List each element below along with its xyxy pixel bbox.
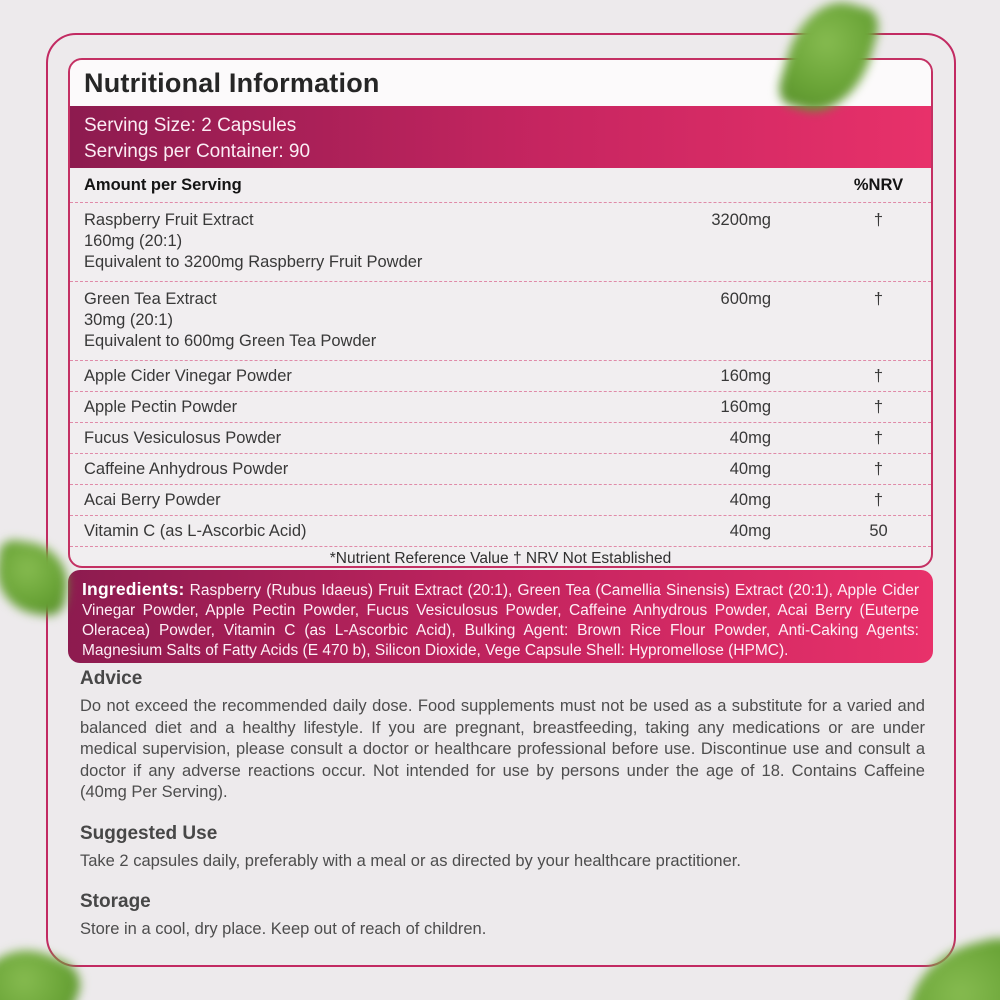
amount-cell: 3200mg (711, 211, 771, 229)
amount-cell: 40mg (729, 459, 771, 478)
nrv-cell: † (873, 211, 884, 229)
ingredient-name: Caffeine Anhydrous Powder (84, 459, 289, 478)
nrv-footnote: *Nutrient Reference Value † NRV Not Established (70, 546, 931, 568)
section-heading: Advice (80, 668, 143, 689)
ingredient-name: Apple Pectin Powder (84, 397, 238, 416)
ingredient-name: Raspberry Fruit Extract (84, 211, 254, 229)
amount-cell: 600mg (720, 290, 771, 308)
storage-section (80, 891, 925, 941)
nrv-cell: † (873, 490, 884, 509)
amount-cell: 160mg (720, 397, 771, 416)
ingredient-name-cell (70, 210, 666, 273)
table-row (70, 484, 931, 515)
table-row (70, 422, 931, 453)
nrv-cell: † (873, 397, 884, 416)
ingredient-subline: Equivalent to 600mg Green Tea Powder (84, 332, 377, 350)
ingredients-text (82, 579, 919, 661)
table-row (70, 360, 931, 391)
advice-section (80, 668, 925, 804)
nutrition-panel (68, 58, 933, 568)
table-row (70, 453, 931, 484)
section-body: Do not exceed the recommended daily dose. Food supplements must not be used as a substitute for a varied and balanced diet and a healthy lifestyle. If you are pregnant, breastfeeding, taking any medications or are under medical supervision, please consult a doctor or healthcare professional before use. Discontinue use and consult a doctor if any adverse reactions occur. Not intended for use by persons under the age of 18. Contains Caffeine (40mg Per Serving). (80, 697, 925, 801)
table-row (70, 391, 931, 422)
table-row (70, 202, 931, 281)
nrv-cell: 50 (869, 521, 888, 540)
table-row (70, 281, 931, 360)
section-body: Take 2 capsules daily, preferably with a meal or as directed by your healthcare practitioner. (80, 851, 741, 870)
table-row (70, 515, 931, 546)
section-body: Store in a cool, dry place. Keep out of reach of children. (80, 920, 487, 938)
ingredient-subline: 30mg (20:1) (84, 311, 173, 329)
suggested-use-section (80, 823, 925, 873)
ingredient-name: Vitamin C (as L-Ascorbic Acid) (84, 521, 307, 540)
amount-cell: 40mg (729, 521, 771, 540)
ingredients-list: Raspberry (Rubus Idaeus) Fruit Extract (20:1), Green Tea (Camellia Sinensis) Extract (20:1), Apple Cider Vinegar Powder, Apple Pectin Powder, Fucus Vesiculosus Powder, Caffeine Anhydrous Powder, Acai Berry (Euterpe Oleracea) Powder, Vitamin C (as L-Ascorbic Acid), Bulking Agent: Brown Rice Flour Powder, Anti-Caking Agents: Magnesium Salts of Fatty Acids (E 470 b), Silicon Dioxide, Vege Capsule Shell: Hypromellose (HPMC). (82, 582, 919, 659)
nrv-cell: † (873, 366, 884, 385)
ingredients-label: Ingredients: (82, 579, 185, 599)
amount-cell: 160mg (720, 366, 771, 385)
ingredient-name: Apple Cider Vinegar Powder (84, 366, 292, 385)
info-sections (80, 668, 925, 941)
ingredient-name: Green Tea Extract (84, 290, 217, 308)
section-heading: Storage (80, 891, 151, 912)
ingredient-name: Acai Berry Powder (84, 490, 221, 509)
nrv-cell: † (873, 428, 884, 447)
ingredient-name-cell (70, 289, 666, 352)
ingredients-block (68, 570, 933, 663)
table-header-row (70, 168, 931, 202)
amount-cell: 40mg (729, 490, 771, 509)
servings-per-container-text: Servings per Container: 90 (84, 141, 311, 162)
ingredient-name: Fucus Vesiculosus Powder (84, 428, 282, 447)
section-heading: Suggested Use (80, 822, 218, 844)
column-header-nrv: %NRV (853, 175, 904, 194)
serving-banner (70, 106, 931, 168)
serving-size-text: Serving Size: 2 Capsules (84, 115, 297, 136)
ingredient-subline: Equivalent to 3200mg Raspberry Fruit Powder (84, 253, 423, 271)
ingredient-subline: 160mg (20:1) (84, 232, 183, 250)
column-header-amount-per-serving: Amount per Serving (84, 175, 242, 194)
nrv-cell: † (873, 290, 884, 308)
page-title: Nutritional Information (84, 68, 380, 98)
amount-cell: 40mg (729, 428, 771, 447)
nrv-cell: † (873, 459, 884, 478)
